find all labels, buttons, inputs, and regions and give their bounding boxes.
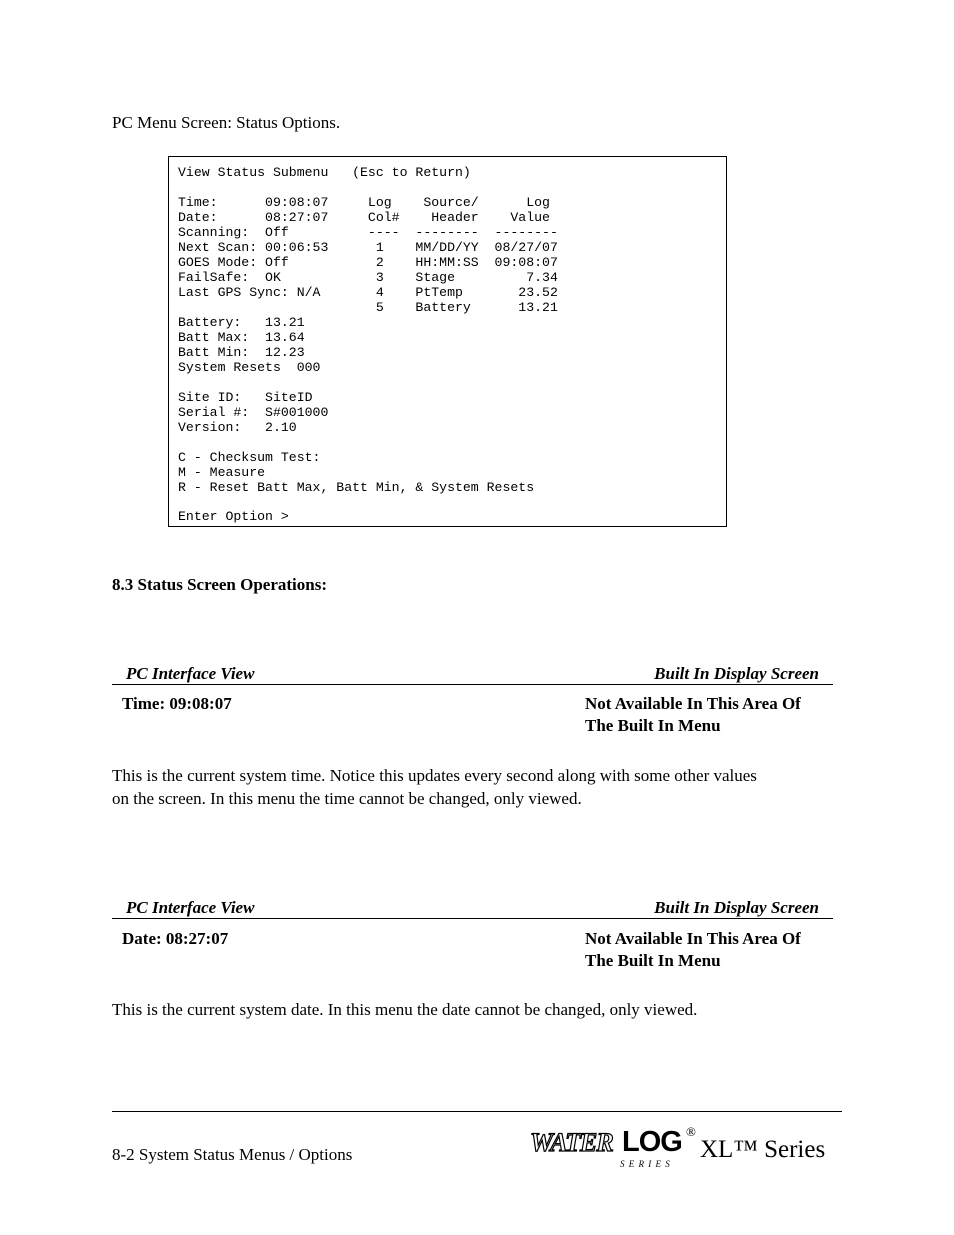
para-line: on the screen. In this menu the time cannot be changed, only viewed. <box>112 789 582 808</box>
terminal-line: Version: 2.10 <box>178 420 297 435</box>
xl-series-label: XL™ Series <box>700 1136 826 1163</box>
terminal-line: Next Scan: 00:06:53 1 MM/DD/YY 08/27/07 <box>178 240 558 255</box>
table-header-time <box>112 662 833 685</box>
time-description <box>112 764 842 810</box>
terminal-line: Scanning: Off ---- -------- -------- <box>178 225 558 240</box>
terminal-line: Enter Option > <box>178 509 289 524</box>
built-in-display-label: Built In Display Screen <box>654 664 819 683</box>
date-field: Date: 08:27:07 <box>122 929 229 948</box>
pc-interface-view-label: PC Interface View <box>126 664 255 683</box>
logo-registered-mark: ® <box>686 1124 696 1139</box>
para-line: This is the current system date. In this menu the date cannot be changed, only viewed. <box>112 1000 698 1019</box>
terminal-line: R - Reset Batt Max, Batt Min, & System Resets <box>178 480 535 495</box>
terminal-line: M - Measure <box>178 465 266 480</box>
date-not-available <box>585 928 801 972</box>
logo-water-text: WATER <box>530 1128 613 1157</box>
terminal-line: FailSafe: OK 3 Stage 7.34 <box>178 270 558 285</box>
terminal-line: Site ID: SiteID <box>178 390 313 405</box>
built-in-display-label: Built In Display Screen <box>654 898 819 917</box>
terminal-line: Battery: 13.21 <box>178 315 305 330</box>
time-field: Time: 09:08:07 <box>122 694 232 713</box>
terminal-line: Batt Min: 12.23 <box>178 345 305 360</box>
footer-section-title: 8-2 System Status Menus / Options <box>112 1145 353 1164</box>
terminal-line: GOES Mode: Off 2 HH:MM:SS 09:08:07 <box>178 255 558 270</box>
pc-interface-view-label: PC Interface View <box>126 898 255 917</box>
terminal-line: Time: 09:08:07 Log Source/ Log <box>178 195 550 210</box>
waterlog-logo <box>530 1124 700 1172</box>
terminal-line: Date: 08:27:07 Col# Header Value <box>178 210 550 225</box>
not-available-line2: The Built In Menu <box>585 716 721 735</box>
footer-divider <box>112 1111 842 1112</box>
section-heading: 8.3 Status Screen Operations: <box>112 575 328 594</box>
date-description <box>112 998 842 1021</box>
terminal-line: Batt Max: 13.64 <box>178 330 305 345</box>
logo-series-text: S E R I E S <box>620 1159 671 1169</box>
terminal-line: View Status Submenu (Esc to Return) <box>178 165 471 180</box>
terminal-line: 5 Battery 13.21 <box>178 300 558 315</box>
not-available-line1: Not Available In This Area Of <box>585 694 801 713</box>
terminal-line: System Resets 000 <box>178 360 321 375</box>
terminal-line: C - Checksum Test: <box>178 450 321 465</box>
not-available-line2: The Built In Menu <box>585 951 721 970</box>
table-header-date <box>112 896 833 919</box>
terminal-line: Serial #: S#001000 <box>178 405 329 420</box>
intro-text: PC Menu Screen: Status Options. <box>112 113 341 132</box>
para-line: This is the current system time. Notice this updates every second along with some other values <box>112 766 757 785</box>
terminal-screen <box>168 156 727 527</box>
time-not-available <box>585 693 801 737</box>
not-available-line1: Not Available In This Area Of <box>585 929 801 948</box>
logo-log-text: LOG <box>622 1126 682 1158</box>
terminal-line: Last GPS Sync: N/A 4 PtTemp 23.52 <box>178 285 558 300</box>
